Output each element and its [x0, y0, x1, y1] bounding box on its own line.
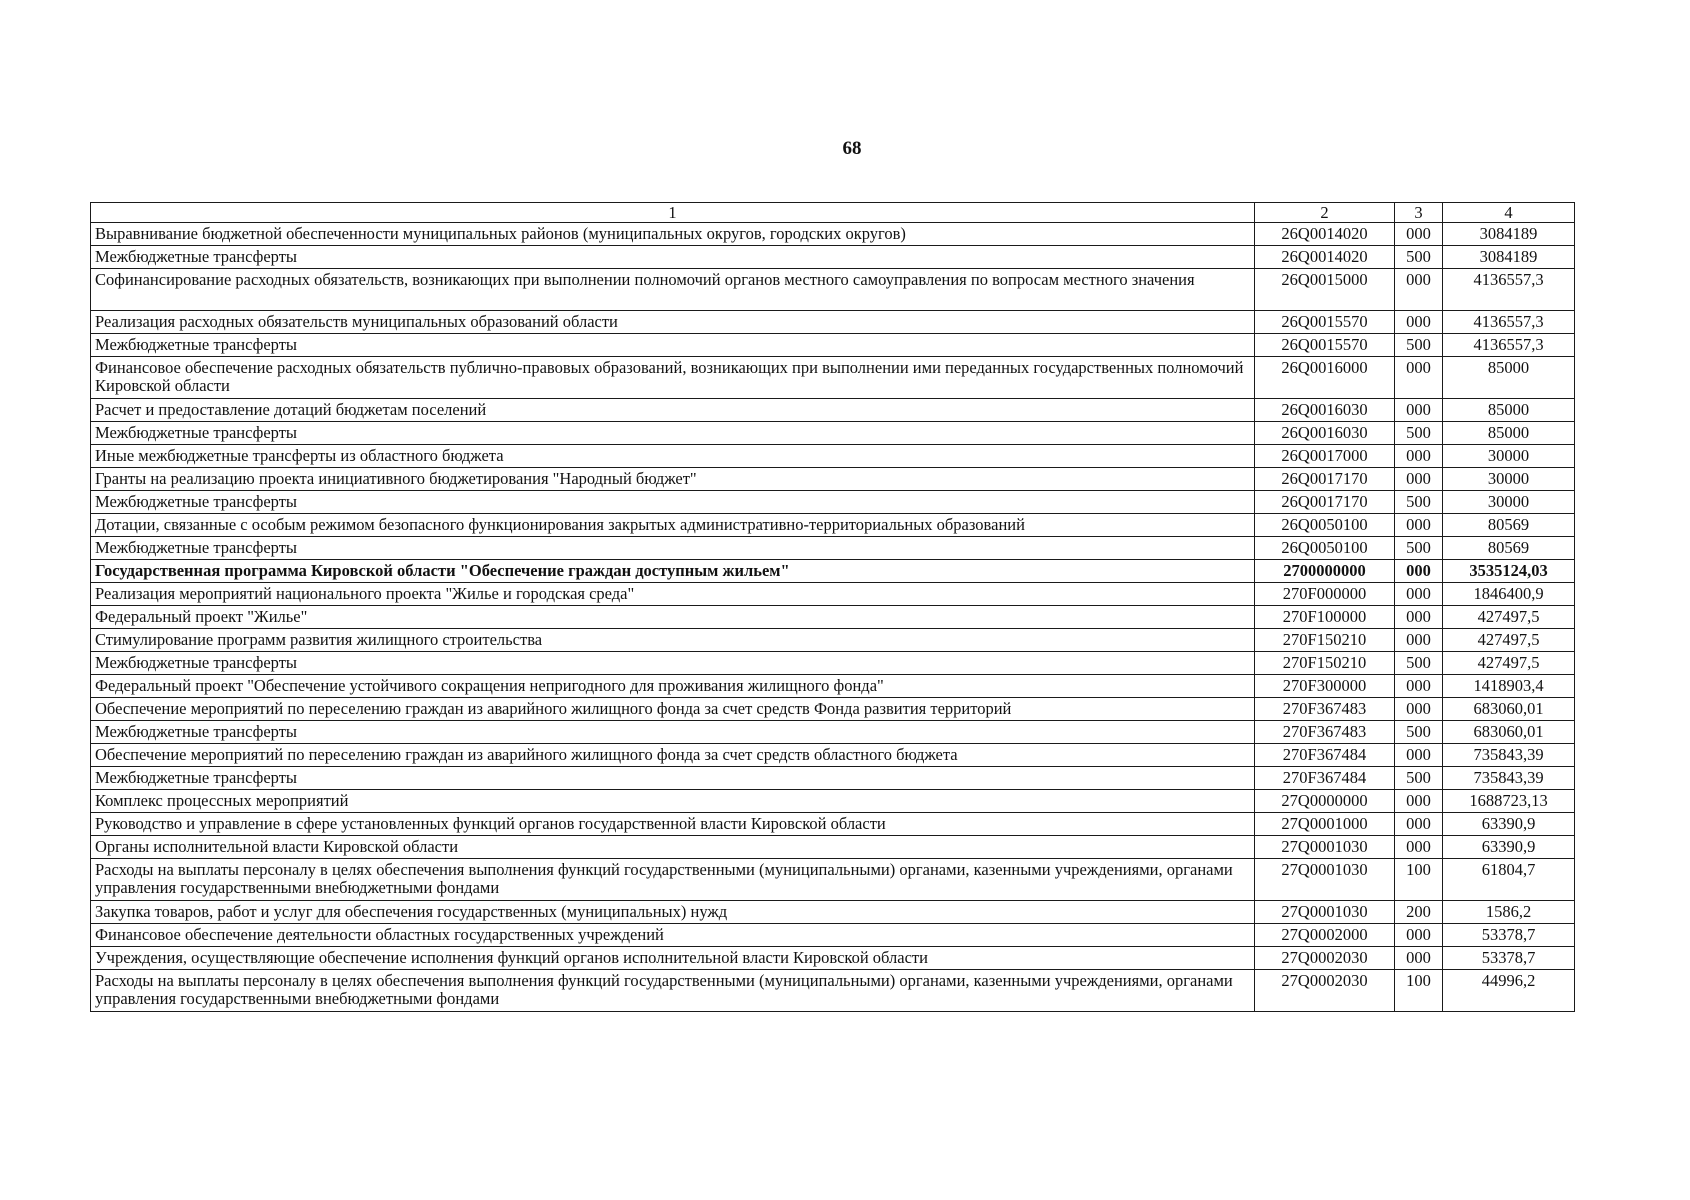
row-name-cell: Комплекс процессных мероприятий — [91, 790, 1255, 813]
row-amount-cell: 4136557,3 — [1443, 311, 1575, 334]
row-type-cell: 000 — [1395, 399, 1443, 422]
row-code-cell: 270F150210 — [1255, 629, 1395, 652]
header-col-1: 1 — [91, 203, 1255, 223]
page-number: 68 — [842, 138, 862, 159]
row-type-cell: 500 — [1395, 767, 1443, 790]
row-type-cell: 000 — [1395, 629, 1443, 652]
table-row — [91, 491, 1575, 514]
row-type-cell: 500 — [1395, 721, 1443, 744]
table-row — [91, 947, 1575, 970]
row-amount-cell: 3084189 — [1443, 246, 1575, 269]
table-row — [91, 675, 1575, 698]
row-name-cell: Стимулирование программ развития жилищного строительства — [91, 629, 1255, 652]
header-col-3: 3 — [1395, 203, 1443, 223]
row-amount-cell: 3535124,03 — [1443, 560, 1575, 583]
row-amount-cell: 1846400,9 — [1443, 583, 1575, 606]
row-type-cell: 000 — [1395, 947, 1443, 970]
row-type-cell: 000 — [1395, 311, 1443, 334]
row-amount-cell: 63390,9 — [1443, 813, 1575, 836]
row-amount-cell: 53378,7 — [1443, 947, 1575, 970]
row-code-cell: 26Q0015570 — [1255, 334, 1395, 357]
table-row — [91, 698, 1575, 721]
row-type-cell: 000 — [1395, 790, 1443, 813]
row-amount-cell: 4136557,3 — [1443, 269, 1575, 311]
table-row — [91, 629, 1575, 652]
header-col-2: 2 — [1255, 203, 1395, 223]
table-body — [91, 223, 1575, 1012]
table-row — [91, 468, 1575, 491]
table-row — [91, 445, 1575, 468]
row-type-cell: 500 — [1395, 334, 1443, 357]
row-name-cell: Межбюджетные трансферты — [91, 652, 1255, 675]
row-name-cell: Государственная программа Кировской области "Обеспечение граждан доступным жильем" — [91, 560, 1255, 583]
row-code-cell: 26Q0016030 — [1255, 399, 1395, 422]
table-row — [91, 859, 1575, 901]
row-amount-cell: 4136557,3 — [1443, 334, 1575, 357]
row-type-cell: 000 — [1395, 560, 1443, 583]
row-name-cell: Обеспечение мероприятий по переселению граждан из аварийного жилищного фонда за счет средств областного бюджета — [91, 744, 1255, 767]
row-code-cell: 270F367483 — [1255, 698, 1395, 721]
row-name-cell: Межбюджетные трансферты — [91, 491, 1255, 514]
row-name-cell: Софинансирование расходных обязательств, возникающих при выполнении полномочий органов местного самоуправления по вопросам местного значения — [91, 269, 1255, 311]
row-amount-cell: 85000 — [1443, 357, 1575, 399]
row-code-cell: 270F367484 — [1255, 767, 1395, 790]
table-row — [91, 583, 1575, 606]
row-code-cell: 2700000000 — [1255, 560, 1395, 583]
table-row — [91, 269, 1575, 311]
table-row — [91, 721, 1575, 744]
table-row — [91, 399, 1575, 422]
row-type-cell: 000 — [1395, 836, 1443, 859]
row-code-cell: 27Q0001000 — [1255, 813, 1395, 836]
row-amount-cell: 53378,7 — [1443, 924, 1575, 947]
row-amount-cell: 683060,01 — [1443, 721, 1575, 744]
row-code-cell: 26Q0017170 — [1255, 491, 1395, 514]
row-code-cell: 270F367484 — [1255, 744, 1395, 767]
row-type-cell: 000 — [1395, 698, 1443, 721]
row-code-cell: 26Q0014020 — [1255, 246, 1395, 269]
table-row — [91, 246, 1575, 269]
row-code-cell: 26Q0017170 — [1255, 468, 1395, 491]
row-amount-cell: 735843,39 — [1443, 767, 1575, 790]
row-type-cell: 000 — [1395, 606, 1443, 629]
table-row — [91, 357, 1575, 399]
row-amount-cell: 1586,2 — [1443, 901, 1575, 924]
row-name-cell: Расходы на выплаты персоналу в целях обеспечения выполнения функций государственными (муниципальными) органами, казенными учреждениями, органами управления государственными внебюджетными фондами — [91, 970, 1255, 1012]
row-name-cell: Руководство и управление в сфере установленных функций органов государственной власти Кировской области — [91, 813, 1255, 836]
row-amount-cell: 85000 — [1443, 422, 1575, 445]
row-amount-cell: 427497,5 — [1443, 652, 1575, 675]
row-amount-cell: 1688723,13 — [1443, 790, 1575, 813]
row-amount-cell: 85000 — [1443, 399, 1575, 422]
row-name-cell: Межбюджетные трансферты — [91, 767, 1255, 790]
table-row — [91, 223, 1575, 246]
row-code-cell: 270F000000 — [1255, 583, 1395, 606]
row-type-cell: 100 — [1395, 859, 1443, 901]
row-name-cell: Органы исполнительной власти Кировской области — [91, 836, 1255, 859]
row-code-cell: 27Q0001030 — [1255, 901, 1395, 924]
table-row — [91, 901, 1575, 924]
row-code-cell: 26Q0016030 — [1255, 422, 1395, 445]
row-type-cell: 000 — [1395, 514, 1443, 537]
row-code-cell: 26Q0014020 — [1255, 223, 1395, 246]
row-type-cell: 000 — [1395, 269, 1443, 311]
row-amount-cell: 427497,5 — [1443, 606, 1575, 629]
row-type-cell: 000 — [1395, 445, 1443, 468]
row-code-cell: 27Q0001030 — [1255, 836, 1395, 859]
row-code-cell: 26Q0017000 — [1255, 445, 1395, 468]
budget-table — [90, 202, 1575, 1012]
table-row — [91, 652, 1575, 675]
row-type-cell: 100 — [1395, 970, 1443, 1012]
row-code-cell: 26Q0015000 — [1255, 269, 1395, 311]
table-row — [91, 311, 1575, 334]
table-row — [91, 790, 1575, 813]
row-code-cell: 27Q0002000 — [1255, 924, 1395, 947]
row-amount-cell: 63390,9 — [1443, 836, 1575, 859]
table-row — [91, 813, 1575, 836]
row-name-cell: Дотации, связанные с особым режимом безопасного функционирования закрытых административно-территориальных образований — [91, 514, 1255, 537]
row-amount-cell: 427497,5 — [1443, 629, 1575, 652]
row-code-cell: 27Q0001030 — [1255, 859, 1395, 901]
row-name-cell: Иные межбюджетные трансферты из областного бюджета — [91, 445, 1255, 468]
row-name-cell: Межбюджетные трансферты — [91, 422, 1255, 445]
row-type-cell: 000 — [1395, 223, 1443, 246]
row-name-cell: Реализация мероприятий национального проекта "Жилье и городская среда" — [91, 583, 1255, 606]
row-type-cell: 000 — [1395, 924, 1443, 947]
table-row — [91, 836, 1575, 859]
row-name-cell: Федеральный проект "Обеспечение устойчивого сокращения непригодного для проживания жилищного фонда" — [91, 675, 1255, 698]
row-code-cell: 26Q0050100 — [1255, 514, 1395, 537]
row-name-cell: Финансовое обеспечение деятельности областных государственных учреждений — [91, 924, 1255, 947]
row-type-cell: 500 — [1395, 652, 1443, 675]
row-code-cell: 270F150210 — [1255, 652, 1395, 675]
row-name-cell: Межбюджетные трансферты — [91, 721, 1255, 744]
row-amount-cell: 3084189 — [1443, 223, 1575, 246]
row-name-cell: Расчет и предоставление дотаций бюджетам поселений — [91, 399, 1255, 422]
row-type-cell: 500 — [1395, 422, 1443, 445]
row-type-cell: 000 — [1395, 357, 1443, 399]
table-row — [91, 537, 1575, 560]
row-code-cell: 27Q0002030 — [1255, 947, 1395, 970]
row-amount-cell: 1418903,4 — [1443, 675, 1575, 698]
table-row — [91, 606, 1575, 629]
row-amount-cell: 80569 — [1443, 514, 1575, 537]
row-code-cell: 27Q0002030 — [1255, 970, 1395, 1012]
header-col-4: 4 — [1443, 203, 1575, 223]
row-amount-cell: 30000 — [1443, 468, 1575, 491]
row-name-cell: Закупка товаров, работ и услуг для обеспечения государственных (муниципальных) нужд — [91, 901, 1255, 924]
row-amount-cell: 683060,01 — [1443, 698, 1575, 721]
row-name-cell: Финансовое обеспечение расходных обязательств публично-правовых образований, возникающих при выполнении ими переданных государственных полномочий Кировской области — [91, 357, 1255, 399]
row-name-cell: Обеспечение мероприятий по переселению граждан из аварийного жилищного фонда за счет средств Фонда развития территорий — [91, 698, 1255, 721]
row-amount-cell: 80569 — [1443, 537, 1575, 560]
row-code-cell: 26Q0015570 — [1255, 311, 1395, 334]
row-name-cell: Расходы на выплаты персоналу в целях обеспечения выполнения функций государственными (муниципальными) органами, казенными учреждениями, органами управления государственными внебюджетными фондами — [91, 859, 1255, 901]
row-name-cell: Межбюджетные трансферты — [91, 334, 1255, 357]
table-row — [91, 767, 1575, 790]
row-amount-cell: 30000 — [1443, 491, 1575, 514]
row-type-cell: 500 — [1395, 491, 1443, 514]
row-name-cell: Федеральный проект "Жилье" — [91, 606, 1255, 629]
row-type-cell: 000 — [1395, 744, 1443, 767]
row-type-cell: 000 — [1395, 583, 1443, 606]
row-name-cell: Гранты на реализацию проекта инициативного бюджетирования "Народный бюджет" — [91, 468, 1255, 491]
row-name-cell: Межбюджетные трансферты — [91, 246, 1255, 269]
row-type-cell: 000 — [1395, 468, 1443, 491]
table-row — [91, 970, 1575, 1012]
table-row — [91, 924, 1575, 947]
row-code-cell: 26Q0016000 — [1255, 357, 1395, 399]
row-name-cell: Реализация расходных обязательств муниципальных образований области — [91, 311, 1255, 334]
row-amount-cell: 735843,39 — [1443, 744, 1575, 767]
row-type-cell: 200 — [1395, 901, 1443, 924]
row-code-cell: 27Q0000000 — [1255, 790, 1395, 813]
row-code-cell: 270F300000 — [1255, 675, 1395, 698]
table-row — [91, 514, 1575, 537]
row-name-cell: Учреждения, осуществляющие обеспечение исполнения функций органов исполнительной власти Кировской области — [91, 947, 1255, 970]
row-code-cell: 270F367483 — [1255, 721, 1395, 744]
row-code-cell: 270F100000 — [1255, 606, 1395, 629]
row-name-cell: Межбюджетные трансферты — [91, 537, 1255, 560]
row-name-cell: Выравнивание бюджетной обеспеченности муниципальных районов (муниципальных округов, городских округов) — [91, 223, 1255, 246]
table-row — [91, 744, 1575, 767]
row-type-cell: 000 — [1395, 675, 1443, 698]
table-row — [91, 422, 1575, 445]
table-row — [91, 560, 1575, 583]
table-header-row — [91, 203, 1575, 223]
row-type-cell: 500 — [1395, 537, 1443, 560]
row-amount-cell: 61804,7 — [1443, 859, 1575, 901]
row-amount-cell: 30000 — [1443, 445, 1575, 468]
table-row — [91, 334, 1575, 357]
row-code-cell: 26Q0050100 — [1255, 537, 1395, 560]
row-amount-cell: 44996,2 — [1443, 970, 1575, 1012]
row-type-cell: 000 — [1395, 813, 1443, 836]
row-type-cell: 500 — [1395, 246, 1443, 269]
